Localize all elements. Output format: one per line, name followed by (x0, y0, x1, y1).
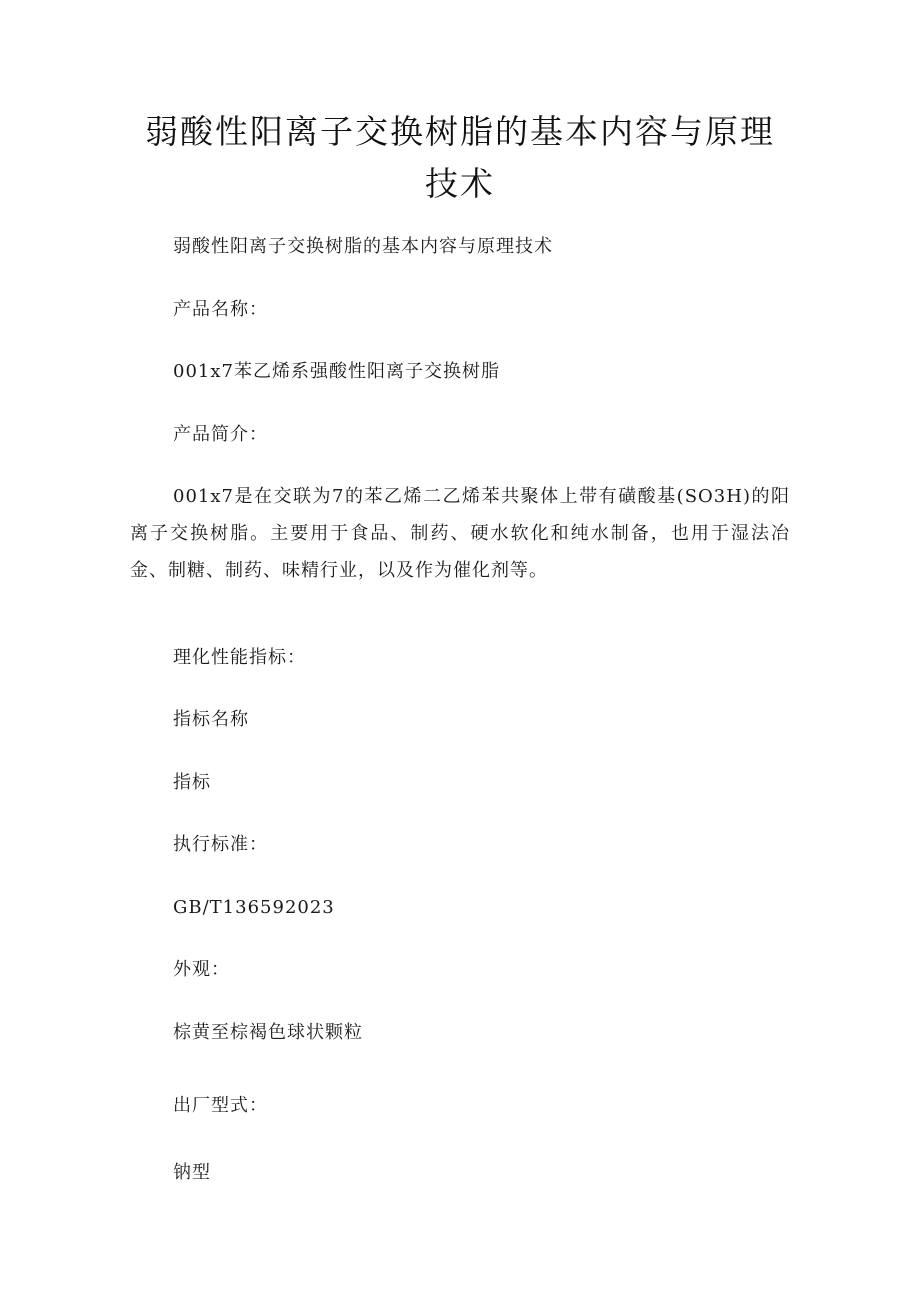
paragraph-product-description: 001x7是在交联为7的苯乙烯二乙烯苯共聚体上带有磺酸基(SO3H)的阳离子交换树脂。主要用于食品、制药、硬水软化和纯水制备，也用于湿法冶金、制糖、制药、味精行业，以及作为催化剂等。 (130, 486, 790, 581)
paragraph-specs-label: 理化性能指标： (173, 647, 306, 668)
paragraph-appearance-label: 外观： (173, 959, 230, 980)
paragraph-shipping-form-value: 钠型 (173, 1162, 211, 1183)
paragraph-product-intro-label: 产品简介： (173, 424, 268, 445)
document-title: 弱酸性阳离子交换树脂的基本内容与原理技术 (145, 112, 775, 203)
paragraph-product-name: 001x7苯乙烯系强酸性阳离子交换树脂 (173, 361, 500, 382)
paragraph-indicator-name: 指标名称 (173, 709, 249, 730)
paragraph-intro: 弱酸性阳离子交换树脂的基本内容与原理技术 (173, 236, 553, 257)
paragraph-standard-value: GB/T136592023 (173, 897, 335, 918)
paragraph-appearance-value: 棕黄至棕褐色球状颗粒 (173, 1022, 363, 1043)
paragraph-standard-label: 执行标准： (173, 834, 268, 855)
paragraph-product-name-label: 产品名称： (173, 299, 268, 320)
paragraph-shipping-form-label: 出厂型式： (173, 1095, 268, 1116)
paragraph-indicator: 指标 (173, 772, 211, 793)
